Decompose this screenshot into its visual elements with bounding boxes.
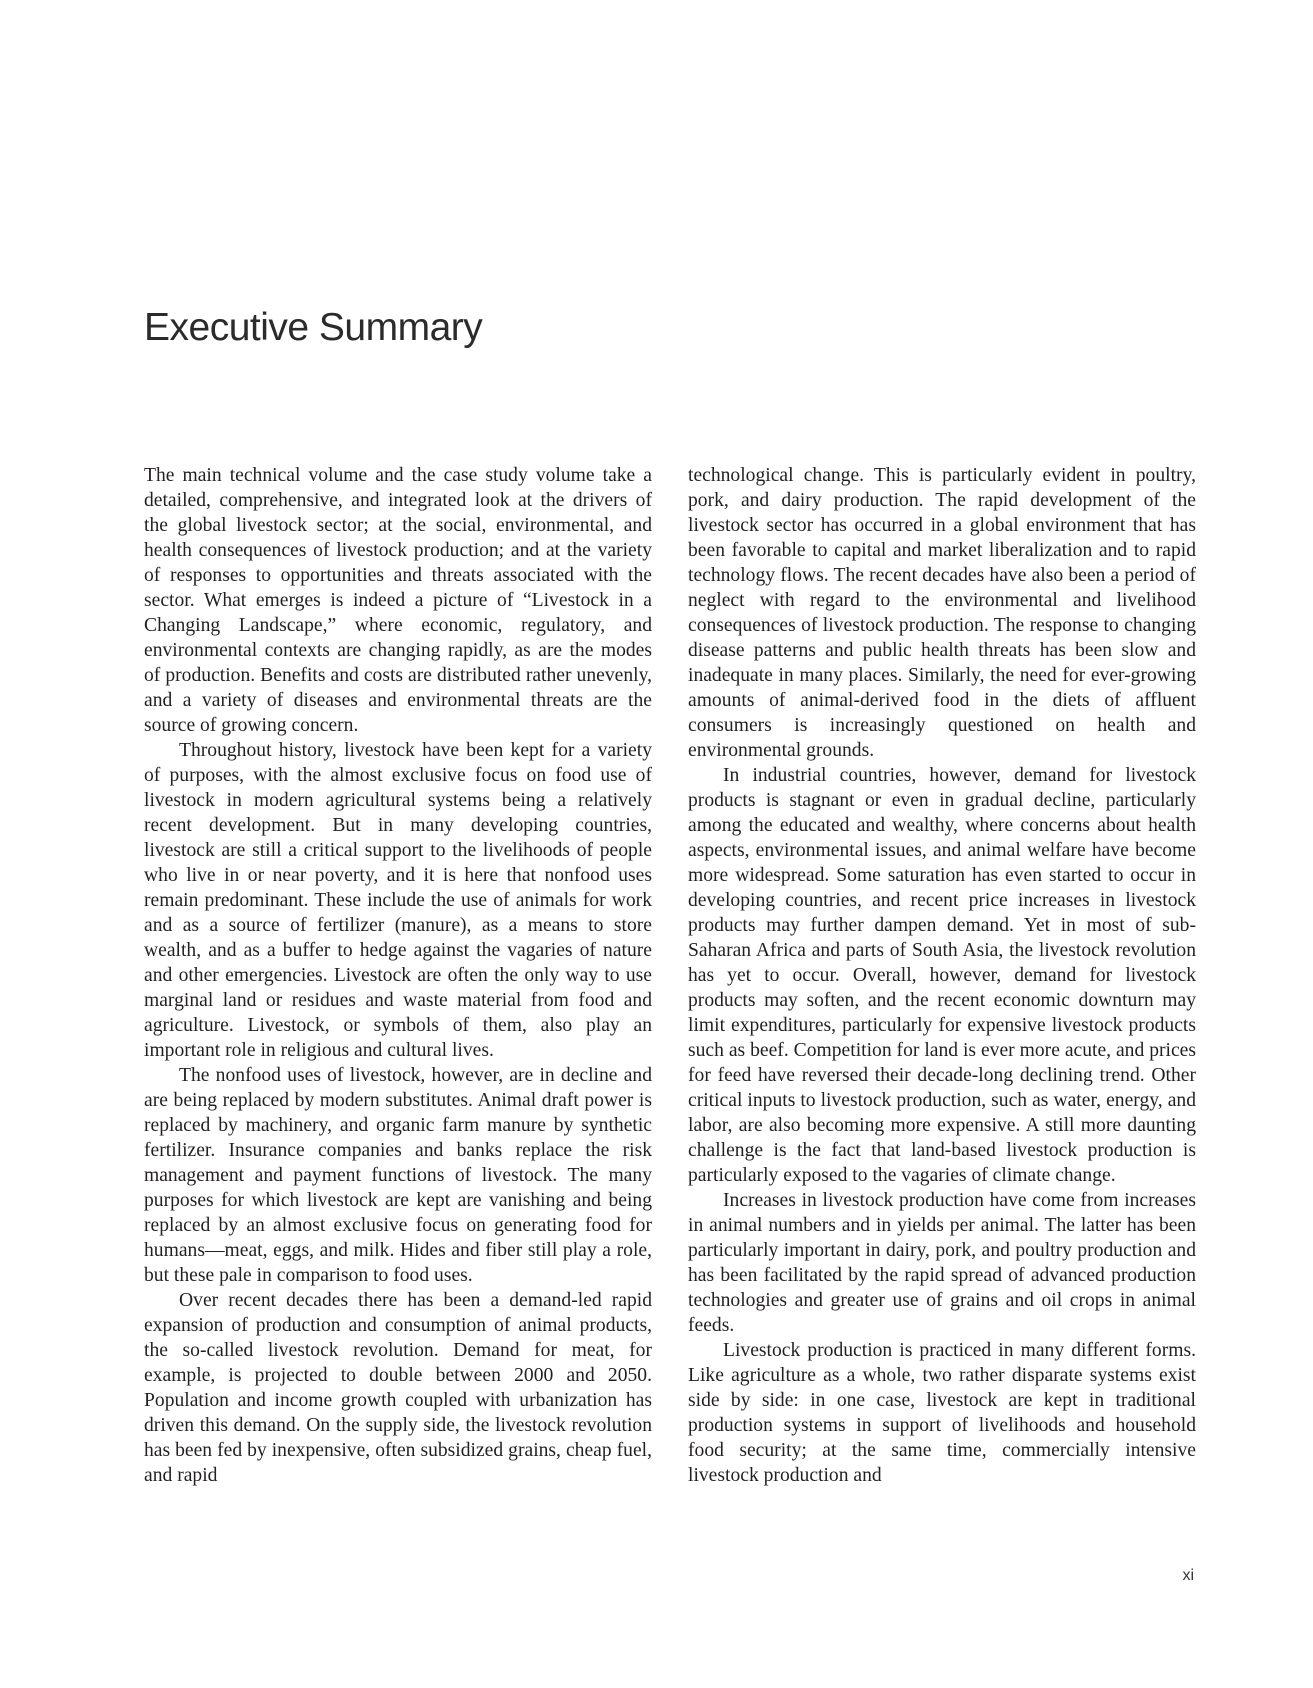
page-number: xi: [1182, 1567, 1194, 1584]
paragraph: technological change. This is particularly evident in poultry, pork, and dairy production. The rapid development of the livestock sector has occurred in a global environment that has been favorable to capital and market liberalization and to rapid technology flows. The recent decades have also been a period of neglect with regard to the environmental and livelihood consequences of livestock production. The response to changing disease patterns and public health threats has been slow and inadequate in many places. Similarly, the need for ever-growing amounts of animal-derived food in the diets of affluent consumers is increasingly questioned on health and environmental grounds.: [688, 465, 1196, 761]
text-column-right: [688, 463, 1196, 1488]
paragraph: Throughout history, livestock have been kept for a variety of purposes, with the almost exclusive focus on food use of livestock in modern agricultural systems being a relatively recent development. But in many developing countries, livestock are still a critical support to the livelihoods of people who live in or near poverty, and it is here that nonfood uses remain predominant. These include the use of animals for work and as a source of fertilizer (manure), as a means to store wealth, and as a buffer to hedge against the vagaries of nature and other emergencies. Livestock are often the only way to use marginal land or residues and waste material from food and agriculture. Livestock, or symbols of them, also play an important role in religious and cultural lives.: [144, 740, 652, 1061]
paragraph: Livestock production is practiced in many different forms. Like agriculture as a whole, two rather disparate systems exist side by side: in one case, livestock are kept in traditional production systems in support of livelihoods and household food security; at the same time, commercially intensive livestock production and: [688, 1340, 1196, 1486]
paragraph: Increases in livestock production have come from increases in animal numbers and in yields per animal. The latter has been particularly important in dairy, pork, and poultry production and has been facilitated by the rapid spread of advanced production technologies and greater use of grains and oil crops in animal feeds.: [688, 1190, 1196, 1336]
paragraph: The nonfood uses of livestock, however, are in decline and are being replaced by modern substitutes. Animal draft power is replaced by machinery, and organic farm manure by synthetic fertilizer. Insurance companies and banks replace the risk management and payment functions of livestock. The many purposes for which livestock are kept are vanishing and being replaced by an almost exclusive focus on generating food for humans—meat, eggs, and milk. Hides and fiber still play a role, but these pale in comparison to food uses.: [144, 1065, 652, 1286]
paragraph: The main technical volume and the case study volume take a detailed, comprehensive, and integrated look at the drivers of the global livestock sector; at the social, environmental, and health consequences of livestock production; and at the variety of responses to opportunities and threats associated with the sector. What emerges is indeed a picture of “Livestock in a Changing Landscape,” where economic, regulatory, and environmental contexts are changing rapidly, as are the modes of production. Benefits and costs are distributed rather unevenly, and a variety of diseases and environmental threats are the source of growing concern.: [144, 465, 652, 736]
paragraph: Over recent decades there has been a demand-led rapid expansion of production and consumption of animal products, the so-called livestock revolution. Demand for meat, for example, is projected to double between 2000 and 2050. Population and income growth coupled with urbanization has driven this demand. On the supply side, the livestock revolution has been fed by inexpensive, often subsidized grains, cheap fuel, and rapid: [144, 1290, 652, 1486]
paragraph: In industrial countries, however, demand for livestock products is stagnant or even in gradual decline, particularly among the educated and wealthy, where concerns about health aspects, environmental issues, and animal welfare have become more widespread. Some saturation has even started to occur in developing countries, and recent price increases in livestock products may further dampen demand. Yet in most of sub-Saharan Africa and parts of South Asia, the livestock revolution has yet to occur. Overall, however, demand for livestock products may soften, and the recent economic downturn may limit expenditures, particularly for expensive livestock products such as beef. Competition for land is ever more acute, and prices for feed have reversed their decade-long declining trend. Other critical inputs to livestock production, such as water, energy, and labor, are also becoming more expensive. A still more daunting challenge is the fact that land-based livestock production is particularly exposed to the vagaries of climate change.: [688, 765, 1196, 1186]
page-title: Executive Summary: [144, 306, 483, 349]
text-column-left: [144, 463, 652, 1488]
